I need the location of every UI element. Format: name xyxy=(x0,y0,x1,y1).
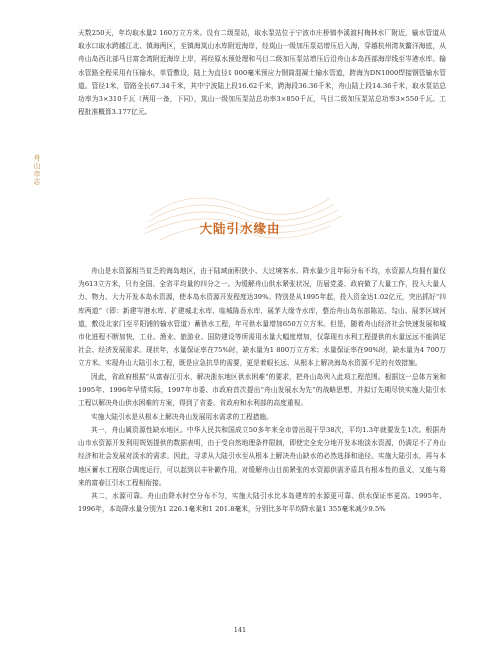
page-number: 141 xyxy=(233,626,247,634)
side-label: 舟山市志 xyxy=(33,154,41,186)
paragraph-background: 舟山是水资源相当贫乏的海岛地区，由于陆域面积狭小、大过境客水、降水量少且年际分布不均，水资源人均拥有量仅为613立方米，只有全国、全省平均量的四分之一。为缓解舟山供水紧张状况，历届党委、政府做了大量工作，投入大量人力、物力、大力开发本岛水资源，使本岛水资源开发程度达39%。特别是从1995年起，投入资金达1.02亿元，突出抓好“四库两道”（即：新建岑港水库、扩建城北水库、临城陈岙水库、展茅大缘寺水库，整治舟山岛东部陈站、勾山、展茅区域河道，敷设北家门至平阳浦的输水管道）蓄供水工程，年可供水量增加650万立方米。但是，随着舟山经济社会快速发展和城市化进程不断加快，工业、渔业、旅游业、国防建设等所需用水量大幅度增加，仅靠现有水利工程提供的水量远远不能满足社会、经济发展需求。现状年，水量保证率在75%时，缺水量为1 800万立方米；水量保证率在90%时，缺水量为4 700万立方米。实现舟山大陆引水工程，既是应急抗旱的需要，更是着眼长远、从根本上解决海岛水资源不足的有效措施。 xyxy=(78,267,446,368)
section-title: 大陆引水缘由 xyxy=(199,221,281,236)
intro-paragraph: 天数250天，年均取水量2 160万立方米。设有二级泵站，取水泵站位于宁波市庄桥镇李溪渡村梅林水厂附近，输水管道从取水口取水跨越江北、镇海两区，至镇海岚山水库附近海岸，经岚山一级加压泵站增压后入海，穿越杭州湾灰鳖洋海底，从舟山岛西北部马目富念湾附近海岸上岸，再经原水预处理和马目二级加压泵站增压后沿舟山本岛西部海岸线至岑港水库。输水管路全程采用有压输水，单管敷设，陆上为直径1 000毫米预应力钢筒混凝土输水管道，跨海为DN1000焊接钢管输水管道。管径1米，管路全长67.34千米，其中宁波陆上段16.62千米，跨海段36.36千米，舟山陆上段14.36千米，取水泵站总功率为3×310千瓦（两用一备，下同），岚山一级加压泵站总功率3×850千瓦，马目二级加压泵站总功率3×550千瓦。工程批准概算3.177亿元。 xyxy=(78,29,446,117)
paragraph-reason-two: 其二，水源可靠。舟山由降水时空分布不匀，实施大陆引水比本岛建库的水源更可靠、供水保证率更高。1995年、1996年，本岛降水量分别为1 226.1毫米和1 201.8毫米，分别比多年平均降水量1 355毫米减少9.5% xyxy=(78,492,446,514)
paragraph-reason-one: 其一，舟山属资源性缺水地区。中华人民共和国成立50多年来全市曾出现干旱38次，平均1.3年就要发生1次。根据舟山市水资源开发利用规划提供的数据表明，由于受自然地理条件限制，即使完全充分地开发本地淡水资源，仍满足不了舟山经济和社会发展对淡水的需求。因此，寻求从大陆引水至从根本上解决舟山缺水的必然选择和途径。实施大陆引水，再与本地区蓄水工程联合调度运行，可以起到以丰补歉作用，对缓解舟山目前紧张的水资源供需矛盾具有根本性的意义，又能与将来的富春江引水工程相衔接。 xyxy=(78,426,446,487)
paragraph-summary: 实施大陆引水是从根本上解决舟山发展用水需求的工程措施。 xyxy=(91,413,273,421)
paragraph-policy: 因此，省政府根据“从富春江引水，解决浙东地区供水困难”的要求，把舟山岛列入此项工程范围。根据这一总体方案和1995年、1996年早情实际，1997年市委、市政府首次提出“舟山发展水为先”的战略思想，并拟订先期尽快实施大陆引水工程以解决舟山供水困难的方案，得到了省委、省政府和水利部的高度重视。 xyxy=(78,373,446,408)
